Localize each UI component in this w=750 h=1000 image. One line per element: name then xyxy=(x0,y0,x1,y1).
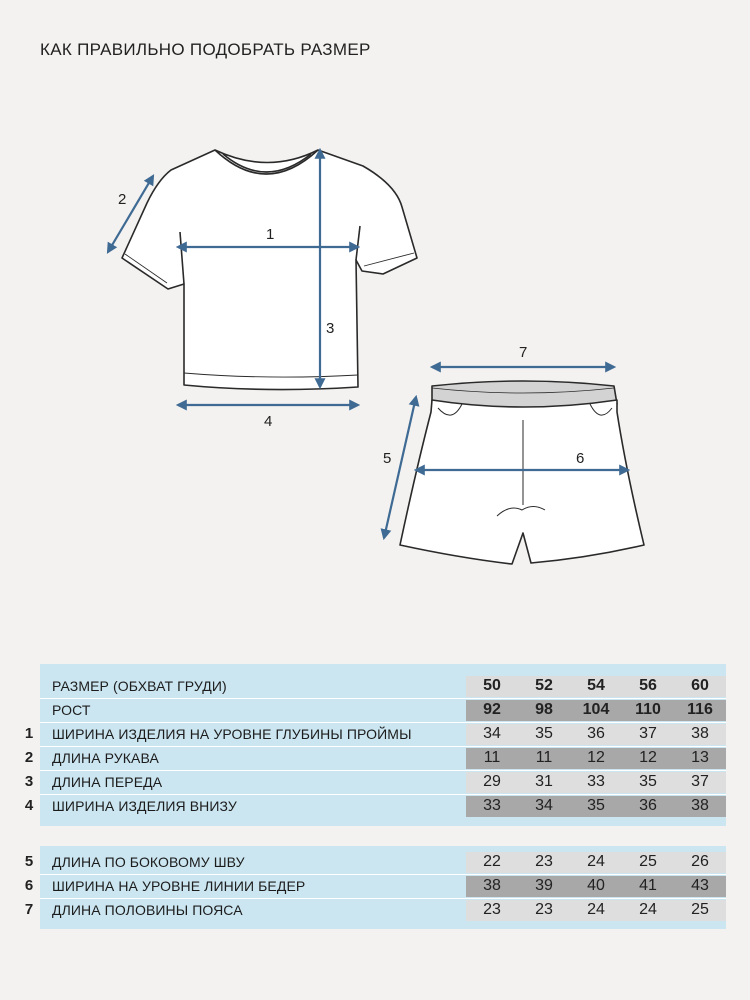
size-cell: 60 xyxy=(691,677,709,694)
value-cell: 38 xyxy=(691,725,709,742)
row-number: 7 xyxy=(24,901,34,918)
size-cell: 50 xyxy=(483,677,501,694)
measure-label: ШИРИНА ИЗДЕЛИЯ ВНИЗУ xyxy=(52,798,237,814)
value-cell: 33 xyxy=(483,797,501,814)
row-number: 4 xyxy=(24,797,34,814)
label-1: 1 xyxy=(266,226,275,243)
size-cell: 54 xyxy=(587,677,605,694)
table-row xyxy=(40,746,726,770)
table-row xyxy=(40,770,726,794)
height-cell: 92 xyxy=(483,701,501,718)
table-row xyxy=(40,850,726,874)
value-cell: 25 xyxy=(691,901,709,918)
value-cell: 31 xyxy=(535,773,553,790)
measure-label: ДЛИНА РУКАВА xyxy=(52,750,159,766)
value-cell: 12 xyxy=(639,749,657,766)
value-cell: 22 xyxy=(483,853,501,870)
label-2: 2 xyxy=(118,191,127,208)
label-7: 7 xyxy=(519,344,528,361)
table-header-row xyxy=(40,674,726,698)
measure-label: ДЛИНА ПЕРЕДА xyxy=(52,774,163,790)
value-cell: 23 xyxy=(483,901,501,918)
label-3: 3 xyxy=(326,320,335,337)
value-cell: 33 xyxy=(587,773,605,790)
value-cell: 26 xyxy=(691,853,709,870)
value-cell: 37 xyxy=(639,725,657,742)
value-cell: 35 xyxy=(639,773,657,790)
value-cell: 41 xyxy=(639,877,657,894)
value-cell: 23 xyxy=(535,853,553,870)
height-row-label: РОСТ xyxy=(52,702,91,718)
size-table-bottom xyxy=(40,846,726,929)
value-cell: 11 xyxy=(535,749,553,766)
value-cell: 35 xyxy=(535,725,553,742)
row-number: 1 xyxy=(24,725,34,742)
size-cell: 56 xyxy=(639,677,657,694)
row-number: 2 xyxy=(24,749,34,766)
value-cell: 25 xyxy=(639,853,657,870)
table-height-row xyxy=(40,698,726,722)
value-cell: 36 xyxy=(587,725,605,742)
label-6: 6 xyxy=(576,450,585,467)
value-cell: 36 xyxy=(639,797,657,814)
value-cell: 24 xyxy=(587,901,605,918)
size-table-top xyxy=(40,664,726,826)
label-4: 4 xyxy=(264,413,273,430)
value-cell: 34 xyxy=(535,797,553,814)
table-row xyxy=(40,898,726,922)
value-cell: 37 xyxy=(691,773,709,790)
measure-label: ДЛИНА ПОЛОВИНЫ ПОЯСА xyxy=(52,902,243,918)
value-cell: 35 xyxy=(587,797,605,814)
size-header-label: РАЗМЕР (ОБХВАТ ГРУДИ) xyxy=(52,678,227,694)
row-number: 5 xyxy=(24,853,34,870)
value-cell: 43 xyxy=(691,877,709,894)
value-cell: 40 xyxy=(587,877,605,894)
value-cell: 39 xyxy=(535,877,553,894)
value-cell: 38 xyxy=(483,877,501,894)
page-title: КАК ПРАВИЛЬНО ПОДОБРАТЬ РАЗМЕР xyxy=(40,40,371,59)
height-cell: 110 xyxy=(635,701,661,718)
value-cell: 13 xyxy=(691,749,709,766)
measure-label: ШИРИНА НА УРОВНЕ ЛИНИИ БЕДЕР xyxy=(52,878,306,894)
measure-label: ШИРИНА ИЗДЕЛИЯ НА УРОВНЕ ГЛУБИНЫ ПРОЙМЫ xyxy=(52,726,412,742)
tshirt-drawing xyxy=(122,150,417,390)
size-cell: 52 xyxy=(535,677,553,694)
measure-label: ДЛИНА ПО БОКОВОМУ ШВУ xyxy=(52,854,245,870)
value-cell: 38 xyxy=(691,797,709,814)
value-cell: 29 xyxy=(483,773,501,790)
value-cell: 24 xyxy=(639,901,657,918)
table-row xyxy=(40,794,726,818)
height-cell: 98 xyxy=(535,701,553,718)
table-row xyxy=(40,874,726,898)
row-number: 6 xyxy=(24,877,34,894)
value-cell: 23 xyxy=(535,901,553,918)
value-cell: 24 xyxy=(587,853,605,870)
table-row xyxy=(40,722,726,746)
label-5: 5 xyxy=(383,450,392,467)
row-number: 3 xyxy=(24,773,34,790)
value-cell: 34 xyxy=(483,725,501,742)
value-cell: 12 xyxy=(587,749,605,766)
value-cell: 11 xyxy=(483,749,501,766)
shorts-drawing xyxy=(400,381,644,564)
height-cell: 104 xyxy=(582,701,610,718)
height-cell: 116 xyxy=(687,701,713,718)
